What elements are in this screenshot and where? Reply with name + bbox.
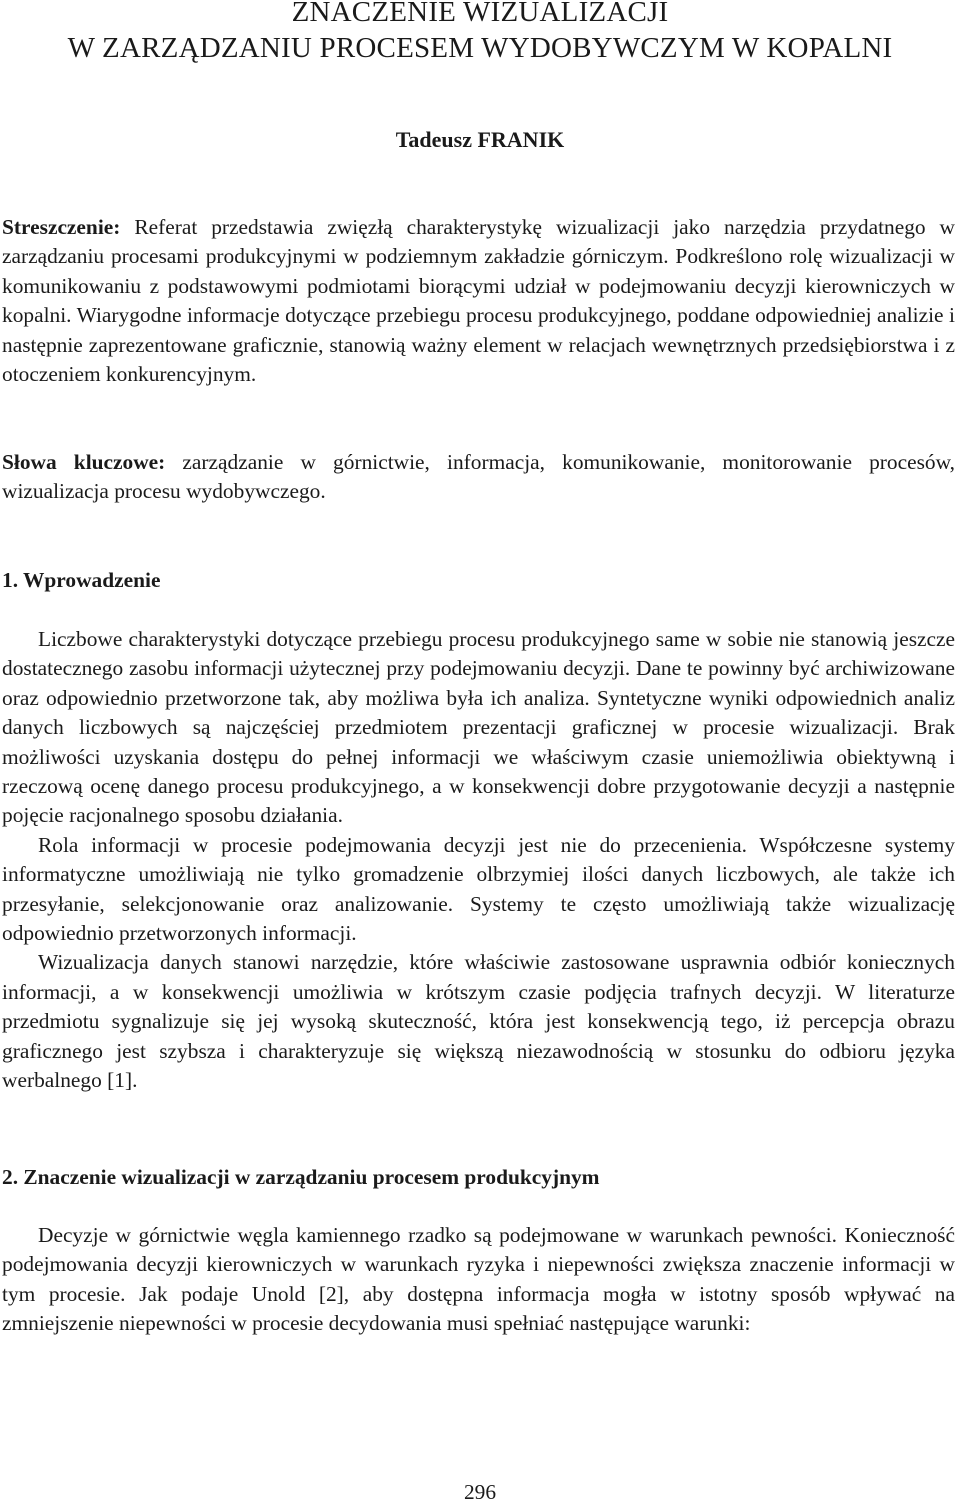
paper-title-line-2: W ZARZĄDZANIU PROCESEM WYDOBYWCZYM W KOPALNI <box>67 32 893 64</box>
page-number: 296 <box>463 1480 497 1504</box>
section-2-body <box>2 1221 955 1339</box>
section-1-paragraph-3: Wizualizacja danych stanowi narzędzie, które właściwie zastosowane usprawnia odbiór koniecznych informacji, a w konsekwencji umożliwia w krótszym czasie podjęcia trafnych decyzji. W literaturze przedmiotu sygnalizuje się jej wysoką skuteczność, która jest konsekwencją tego, iż percepcja obrazu graficznego jest szybsza i charakteryzuje się większą niezawodnością w stosunku do odbioru języka werbalnego [1]. <box>2 950 955 1093</box>
abstract-text: Referat przedstawia zwięzłą charakterystykę wizualizacji jako narzędzia przydatnego w zarządzaniu procesami produkcyjnymi w podziemnym zakładzie górniczym. Podkreślono rolę wizualizacji w komunikowaniu z podstawowymi podmiotami biorącymi udział w podejmowaniu decyzji kierowniczych w kopalni. Wiarygodne informacje dotyczące przebiegu procesu produkcyjnego, poddane odpowiedniej analizie i następnie zaprezentowane graficznie, stanowią ważny element w relacjach wewnętrznych przedsiębiorstwa i z otoczeniem konkurencyjnym. <box>2 215 955 387</box>
section-2-paragraph-1: Decyzje w górnictwie węgla kamiennego rzadko są podejmowane w warunkach pewności. Konieczność podejmowania decyzji kierowniczych w warunkach ryzyka i niepewności zwiększa znaczenie informacji w tym procesie. Jak podaje Unold [2], aby dostępna informacja mogła w istotny sposób wpływać na zmniejszenie niepewności w procesie decydowania musi spełniać następujące warunki: <box>2 1223 955 1336</box>
section-1-heading: 1. Wprowadzenie <box>2 568 161 592</box>
paper-title <box>0 0 960 66</box>
section-1-body <box>2 625 955 1096</box>
section-2-heading: 2. Znaczenie wizualizacji w zarządzaniu procesem produkcyjnym <box>2 1165 600 1189</box>
keywords <box>2 448 955 507</box>
keywords-label: Słowa kluczowe: <box>2 450 166 474</box>
abstract <box>2 213 955 389</box>
paper-author: Tadeusz FRANIK <box>395 127 565 152</box>
section-1-paragraph-1: Liczbowe charakterystyki dotyczące przebiegu procesu produkcyjnego same w sobie nie stanowią jeszcze dostatecznego zasobu informacji użytecznej przy podejmowaniu decyzji. Dane te powinny być archiwizowane oraz odpowiednio przetworzone tak, aby możliwa była ich analiza. Syntetyczne wyniki odpowiednich analiz danych liczbowych są najczęściej przedmiotem prezentacji graficznej w procesie wizualizacji. Brak możliwości uzyskania dostępu do pełnej informacji we właściwym czasie uniemożliwia obiektywną i rzeczową ocenę danego procesu produkcyjnego, a w konsekwencji dobre przygotowanie decyzji a następnie pojęcie racjonalnego sposobu działania. <box>2 627 955 828</box>
paper-title-line-1: ZNACZENIE WIZUALIZACJI <box>291 0 669 28</box>
keywords-text: zarządzanie w górnictwie, informacja, komunikowanie, monitorowanie procesów, wizualizacja procesu wydobywczego. <box>2 450 955 504</box>
abstract-label: Streszczenie: <box>2 215 121 239</box>
section-1-paragraph-2: Rola informacji w procesie podejmowania decyzji jest nie do przecenienia. Współczesne systemy informatyczne umożliwiają nie tylko gromadzenie olbrzymiej ilości danych liczbowych, ale także ich przesyłanie, selekcjonowanie oraz analizowanie. Systemy te często umożliwiają także wizualizację odpowiednio przetworzonych informacji. <box>2 832 955 946</box>
